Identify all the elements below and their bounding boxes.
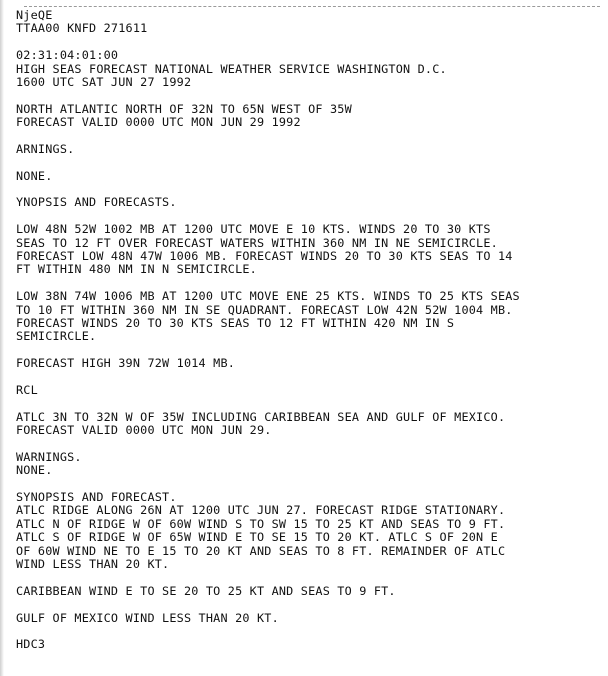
north-atlantic-synopsis-heading: YNOPSIS AND FORECASTS.: [16, 195, 177, 210]
low1-line: SEAS TO 12 FT OVER FORECAST WATERS WITHIN 360 NM IN NE SEMICIRCLE.: [16, 235, 498, 250]
low1-line: LOW 48N 52W 1002 MB AT 1200 UTC MOVE E 10 KTS. WINDS 20 TO 30 KTS: [16, 222, 491, 237]
scan-edge-shadow: [0, 0, 4, 676]
header-id: NjeQE: [16, 8, 53, 22]
north-atlantic-valid: FORECAST VALID 0000 UTC MON JUN 29 1992: [16, 115, 301, 130]
low1-line: FT WITHIN 480 NM IN N SEMICIRCLE.: [16, 262, 257, 277]
tropical-signoff: HDC3: [16, 637, 46, 652]
tropical-synopsis-line: ATLC S OF RIDGE W OF 65W WIND E TO SE 15 TO 20 KT. ATLC S OF 20N E: [16, 530, 498, 545]
low2-line: FORECAST WINDS 20 TO 30 KTS SEAS TO 12 FT WITHIN 420 NM IN S: [16, 315, 455, 330]
tropical-synopsis-line: ATLC N OF RIDGE W OF 60W WIND S TO SW 15 TO 25 KT AND SEAS TO 9 FT.: [16, 516, 506, 531]
north-atlantic-warnings-value: NONE.: [16, 168, 53, 183]
tropical-synopsis-heading: SYNOPSIS AND FORECAST.: [16, 490, 177, 505]
low2-line: TO 10 FT WITHIN 360 NM IN SE QUADRANT. FORECAST LOW 42N 52W 1004 MB.: [16, 302, 513, 317]
forecast-bulletin: [16, 9, 600, 652]
low1-line: FORECAST LOW 48N 47W 1006 MB. FORECAST WINDS 20 TO 30 KTS SEAS TO 14: [16, 249, 513, 264]
forecast-high: FORECAST HIGH 39N 72W 1014 MB.: [16, 356, 236, 371]
north-atlantic-signoff: RCL: [16, 382, 38, 397]
top-perforation-line: [24, 6, 600, 7]
issue-code: 02:31:04:01:00: [16, 48, 119, 63]
tropical-warnings-value: NONE.: [16, 463, 53, 478]
north-atlantic-warnings-heading: ARNINGS.: [16, 141, 75, 156]
tropical-synopsis-line: OF 60W WIND NE TO E 15 TO 20 KT AND SEAS TO 8 FT. REMAINDER OF ATLC: [16, 543, 506, 558]
tropical-synopsis-line: ATLC RIDGE ALONG 26N AT 1200 UTC JUN 27. FORECAST RIDGE STATIONARY.: [16, 503, 506, 518]
tropical-warnings-heading: WARNINGS.: [16, 449, 82, 464]
issue-title: HIGH SEAS FORECAST NATIONAL WEATHER SERVICE WASHINGTON D.C.: [16, 61, 447, 76]
tropical-synopsis-line: WIND LESS THAN 20 KT.: [16, 557, 170, 572]
low2-line: LOW 38N 74W 1006 MB AT 1200 UTC MOVE ENE 25 KTS. WINDS TO 25 KTS SEAS: [16, 289, 520, 304]
bulletin-code: TTAA00 KNFD 271611: [16, 21, 148, 36]
issue-time: 1600 UTC SAT JUN 27 1992: [16, 74, 192, 89]
tropical-area: ATLC 3N TO 32N W OF 35W INCLUDING CARIBBEAN SEA AND GULF OF MEXICO.: [16, 409, 506, 424]
gulf-forecast: GULF OF MEXICO WIND LESS THAN 20 KT.: [16, 610, 279, 625]
north-atlantic-area: NORTH ATLANTIC NORTH OF 32N TO 65N WEST OF 35W: [16, 101, 352, 116]
low2-line: SEMICIRCLE.: [16, 329, 97, 344]
tropical-valid: FORECAST VALID 0000 UTC MON JUN 29.: [16, 423, 272, 438]
caribbean-forecast: CARIBBEAN WIND E TO SE 20 TO 25 KT AND SEAS TO 9 FT.: [16, 583, 396, 598]
